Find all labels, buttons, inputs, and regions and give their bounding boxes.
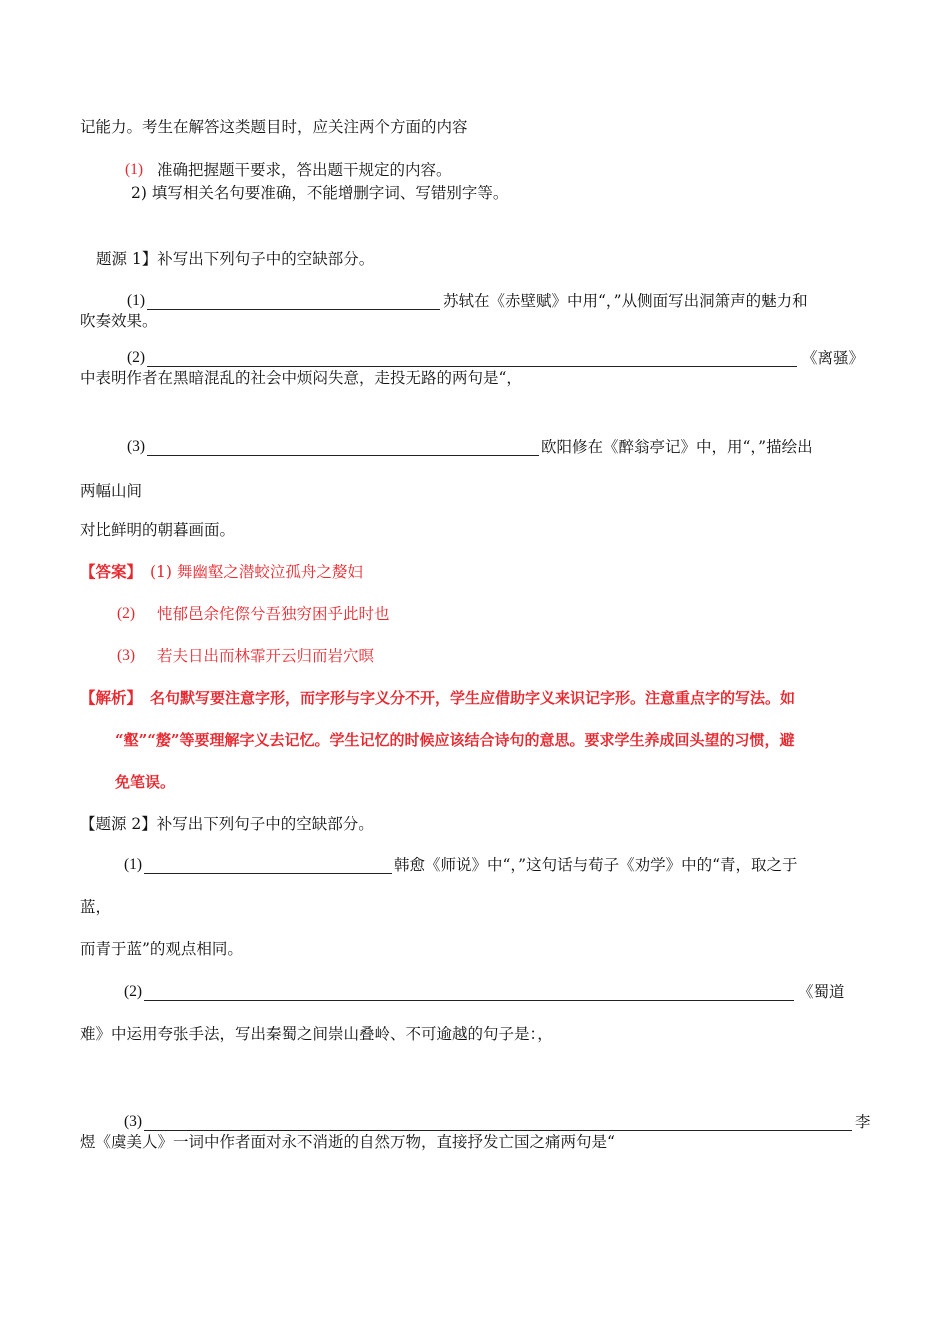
question-2-continuation: 中表明作者在黑暗混乱的社会中烦闷失意，走投无路的两句是“， <box>80 369 522 387</box>
question-3-number: (3) <box>124 1113 143 1130</box>
answer-blank[interactable] <box>147 441 539 456</box>
question-1-continuation: 蓝， <box>80 898 112 916</box>
question-3-continuation: 煜《虞美人》一词中作者面对永不消逝的自然万物，直接抒发亡国之痛两句是“ <box>80 1133 615 1151</box>
source-1-heading: 题源 1】补写出下列句子中的空缺部分。 <box>96 250 375 268</box>
question-2-text: 《蜀道 <box>798 983 845 1001</box>
answer-2-number: (2) <box>117 605 136 622</box>
point-1-number: (1) <box>125 161 144 178</box>
question-1-number: (1) <box>124 856 143 873</box>
answer-label: 【答案】 <box>80 562 143 581</box>
question-1-continuation: 而青于蓝”的观点相同。 <box>80 940 243 958</box>
point-2-text: 2) 填写相关名句要准确，不能增删字词、写错别字等。 <box>131 184 509 202</box>
answer-blank[interactable] <box>147 352 797 367</box>
analysis-text: 免笔误。 <box>115 773 176 791</box>
question-1-number: (1) <box>127 292 146 309</box>
question-3-number: (3) <box>127 438 146 455</box>
answer-1: (1) 舞幽壑之潜蛟泣孤舟之嫠妇 <box>150 563 363 581</box>
analysis-label: 【解析】 <box>80 688 143 707</box>
answer-blank[interactable] <box>147 295 440 310</box>
source-2-heading: 【题源 2】补写出下列句子中的空缺部分。 <box>80 815 374 833</box>
intro-line: 记能力。考生在解答这类题目时，应关注两个方面的内容 <box>80 118 468 136</box>
point-1-text: 准确把握题干要求，答出题干规定的内容。 <box>157 161 452 179</box>
question-3-continuation: 对比鲜明的朝暮画面。 <box>80 521 236 539</box>
answer-blank[interactable] <box>144 1116 852 1131</box>
answer-blank[interactable] <box>144 859 392 874</box>
answer-2: 忳郁邑余侘傺兮吾独穷困乎此时也 <box>157 605 390 623</box>
question-3-text: 欧阳修在《醉翁亭记》中，用“，”描绘出 <box>541 438 813 456</box>
answer-blank[interactable] <box>144 986 794 1001</box>
question-2-continuation: 难》中运用夸张手法，写出秦蜀之间崇山叠岭、不可逾越的句子是：， <box>80 1025 553 1043</box>
question-1-continuation: 吹奏效果。 <box>80 312 158 330</box>
question-2-number: (2) <box>127 349 146 366</box>
question-3-continuation: 两幅山间 <box>80 482 143 500</box>
question-3-text: 李 <box>855 1113 871 1131</box>
question-1-text: 韩愈《师说》中“，”这句话与荀子《劝学》中的“青，取之于 <box>394 856 798 874</box>
answer-3-number: (3) <box>117 647 136 664</box>
answer-3: 若夫日出而林霏开云归而岩穴暝 <box>157 647 375 665</box>
analysis-text: 名句默写要注意字形，而字形与字义分不开，学生应借助字义来识记字形。注意重点字的写法。如 <box>150 689 796 707</box>
analysis-text: “壑”“嫠”等要理解字义去记忆。学生记忆的时候应该结合诗句的意思。要求学生养成回头望的习惯，避 <box>115 731 795 749</box>
question-1-text: 苏轼在《赤壁赋》中用“，”从侧面写出洞箫声的魅力和 <box>443 292 808 310</box>
question-2-text: 《离骚》 <box>802 349 865 367</box>
question-2-number: (2) <box>124 983 143 1000</box>
